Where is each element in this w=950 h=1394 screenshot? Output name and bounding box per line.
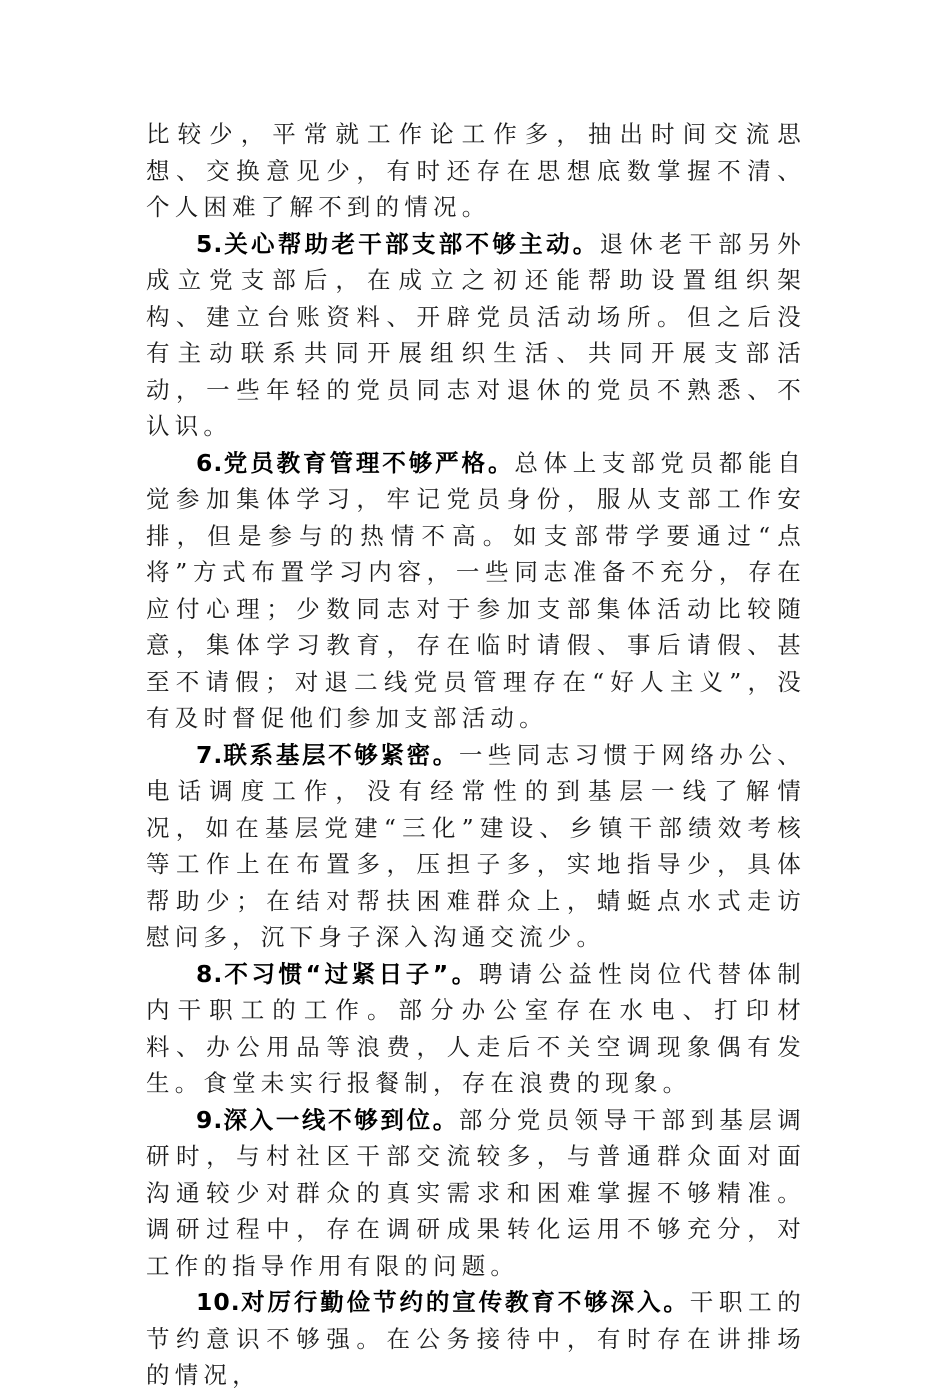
paragraph-body: 总体上支部党员都能自觉参加集体学习，牢记党员身份，服从支部工作安排，但是参与的热情不高。如支部带学要通过“点将”方式布置学习内容，一些同志准备不充分，存在应付心理；少数同志对于参加支部集体活动比较随意，集体学习教育，存在临时请假、事后请假、甚至不请假；对退二线党员管理存在“好人主义”，没有及时督促他们参加支部活动。 [146,448,806,732]
item-number: 5. [196,229,224,258]
paragraph-continuation [146,116,806,226]
paragraph-body: 聘请公益性岗位代替体制内干职工的工作。部分办公室存在水电、打印材料、办公用品等浪费，人走后不关空调现象偶有发生。食堂未实行报餐制，存在浪费的现象。 [146,959,807,1097]
paragraph-item-10 [146,1284,806,1394]
document-page [146,116,806,1394]
paragraph-body: 比较少，平常就工作论工作多，抽出时间交流思想、交换意见少，有时还存在思想底数掌握不清、个人困难了解不到的情况。 [146,120,806,221]
item-heading: 党员教育管理不够严格。 [223,448,515,477]
item-heading: 关心帮助老干部支部不够主动。 [223,229,600,258]
item-number: 9. [196,1105,224,1134]
item-heading: 不习惯“过紧日子”。 [223,959,479,988]
paragraph-item-7 [146,737,806,956]
paragraph-body: 干职工的节约意识不够强。在公务接待中，有时存在讲排场的情况， [146,1288,806,1389]
paragraph-item-6 [146,445,806,737]
paragraph-body: 退休老干部另外成立党支部后，在成立之初还能帮助设置组织架构、建立台账资料、开辟党员活动场所。但之后没有主动联系共同开展组织生活、共同开展支部活动，一些年轻的党员同志对退休的党员不熟悉、不认识。 [146,229,806,440]
paragraph-item-8 [146,956,806,1102]
paragraph-item-9 [146,1102,806,1285]
item-number: 6. [196,448,224,477]
paragraph-body: 部分党员领导干部到基层调研时，与村社区干部交流较多，与普通群众面对面沟通较少对群众的真实需求和困难掌握不够精准。调研过程中，存在调研成果转化运用不够充分，对工作的指导作用有限的问题。 [146,1105,806,1280]
item-number: 10. [196,1288,241,1316]
item-heading: 联系基层不够紧密。 [223,740,459,769]
item-number: 7. [196,740,224,769]
paragraph-body: 一些同志习惯于网络办公、电话调度工作，没有经常性的到基层一线了解情况，如在基层党建“三化”建设、乡镇干部绩效考核等工作上在布置多，压担子多，实地指导少，具体帮助少；在结对帮扶困难群众上，蜻蜓点水式走访慰问多，沉下身子深入沟通交流少。 [146,740,806,951]
item-heading: 深入一线不够到位。 [223,1105,459,1134]
paragraph-item-5 [146,226,806,445]
item-heading: 对厉行勤俭节约的宣传教育不够深入。 [240,1288,690,1316]
item-number: 8. [196,959,224,988]
